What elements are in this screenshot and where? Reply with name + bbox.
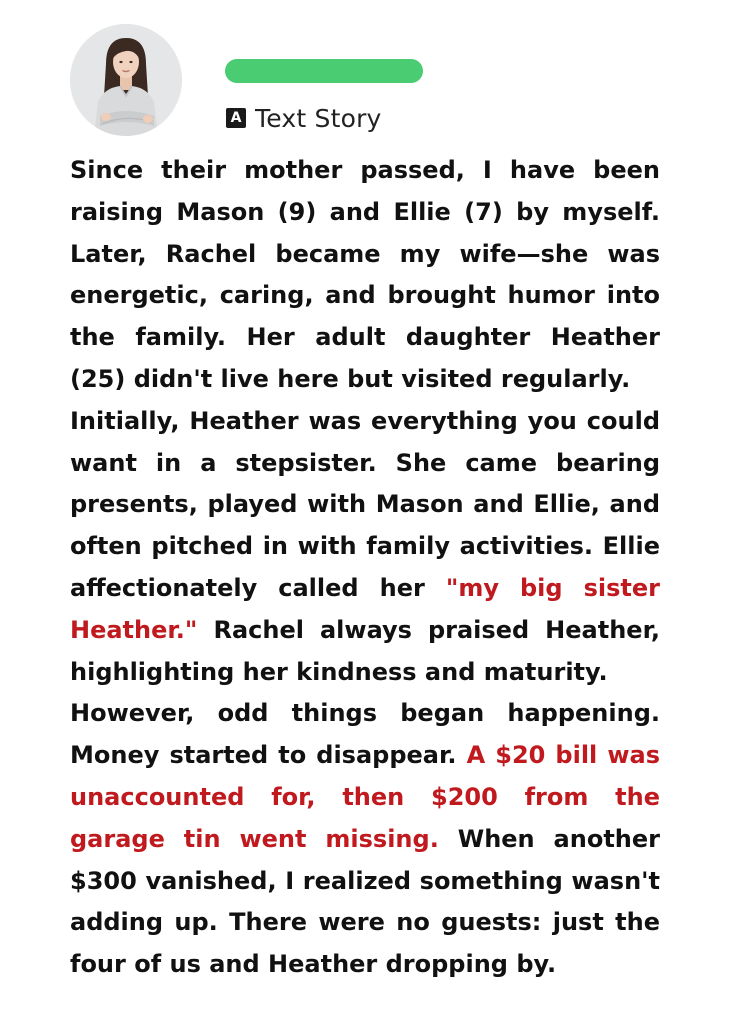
story-paragraph <box>70 401 660 694</box>
story-paragraph <box>70 150 660 401</box>
author-avatar[interactable] <box>70 24 182 136</box>
story-header <box>0 0 731 150</box>
highlighted-quote: A $20 bill was unaccounted for, then $200 from the garage tin went missing. <box>70 741 661 853</box>
story-text: Rachel always praised Heather, highlighting her kindness and maturity. <box>70 615 660 686</box>
story-text: Since their mother passed, I have been raising Mason (9) and Ellie (7) by myself. Later, Rachel became my wife—she was energetic, caring, and brought humor into the family. Her adult daughter Heather (25) didn't live here but visited regularly. <box>70 156 660 393</box>
story-paragraph <box>70 693 660 986</box>
story-type-label: Text Story <box>255 103 382 133</box>
avatar-portrait <box>70 24 182 136</box>
story-body <box>70 150 660 986</box>
story-type-tag <box>226 102 382 134</box>
text-story-icon: A <box>226 108 246 128</box>
redacted-author-name <box>225 59 423 83</box>
story-text: When another $300 vanished, I realized something wasn't adding up. There were no guests: just the four of us and Heather dropping by. <box>70 824 660 979</box>
story-text: However, odd things began happening. Money started to disappear. <box>70 699 660 770</box>
highlighted-quote: "my big sister Heather." <box>70 573 660 644</box>
story-text: Initially, Heather was everything you could want in a stepsister. She came bearing presents, played with Mason and Ellie, and often pitched in with family activities. Ellie affectionately called her <box>70 406 660 602</box>
